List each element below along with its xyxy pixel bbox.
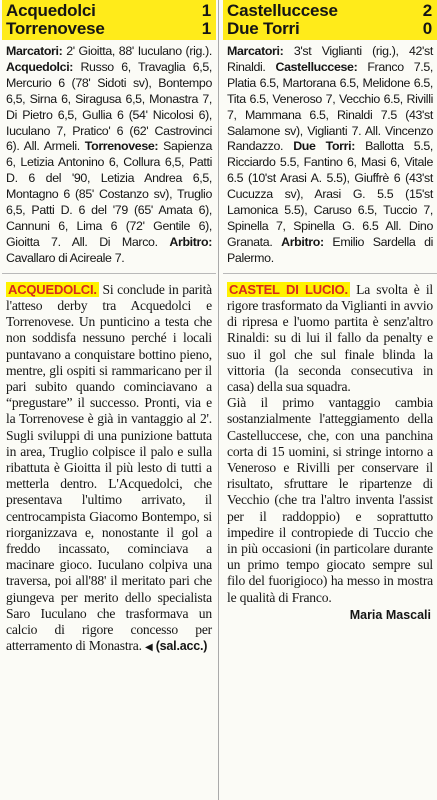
home-team: Acquedolci	[6, 1, 96, 20]
away-team: Due Torri	[227, 19, 300, 38]
away-lineup-label: Due Torri:	[293, 139, 355, 154]
scorers-label: Marcatori:	[227, 44, 284, 58]
away-lineup: Ballotta 5.5, Ricciardo 5.5, Fantino 6, Masi 6, Vitale 6.5 (10'st Arasi A. 5.5), Giuffrè 6 (43'st Cucuzza sv), Arasi G. 5.5 (15'st Lamonica 5.5), Caruso 6.5, Tuccio 7, Spinella 7, Spinella G. 6.5 All. Dino Granata.	[227, 139, 434, 249]
dateline: CASTEL DI LUCIO.	[229, 281, 348, 297]
match-sheet	[2, 40, 216, 267]
scorers: 3'st Viglianti (rig.), 42'st Rinaldi.	[227, 44, 433, 74]
column-divider	[218, 0, 219, 800]
home-score: 2	[422, 1, 432, 20]
home-row	[227, 2, 432, 20]
article-body	[223, 274, 437, 606]
away-score: 1	[201, 19, 211, 38]
away-lineup-label: Torrenovese:	[84, 139, 159, 154]
away-row	[6, 20, 211, 38]
away-row	[227, 20, 432, 38]
home-team: Castelluccese	[227, 1, 338, 20]
article-body	[2, 274, 216, 657]
away-lineup: Sapienza 6, Letizia Antonino 6, Collura 6,5, Patti D. 6 del '90, Letizia Andrea 6,5, Montagno 6 (85' Costanzo sv), Truglio 6,5, Patti D. 6 del '79 (65' Amata 6), Cannuni 6, Lima 6 (72' Gentile 6), Gioitta 7. All. Di Marco.	[6, 139, 213, 249]
home-lineup: Russo 6, Travaglia 6,5, Mercurio 6 (78' Sidoti sv), Bontempo 6,5, Sirna 6, Siragusa 6,5, Monastra 7, Di Pietro 6,5, Gullia 6 (54' Nicolosi 6), Iuculano 7, Pratico' 6 (62' Castrovinci 6). All. Armeli.	[6, 59, 212, 154]
referee-label: Arbitro:	[281, 234, 324, 249]
match-report-acquedolci	[2, 0, 216, 656]
home-lineup-label: Castelluccese:	[275, 59, 358, 74]
match-sheet	[223, 40, 437, 267]
home-row	[6, 2, 211, 20]
referee-label: Arbitro:	[169, 234, 213, 249]
scoreboard	[2, 0, 216, 40]
away-score: 0	[422, 19, 432, 38]
home-score: 1	[201, 1, 211, 20]
arrow-icon: ◀	[145, 642, 153, 654]
referee: Cavallaro di Acireale 7.	[6, 250, 125, 265]
scoreboard	[223, 0, 437, 40]
scorers-label: Marcatori:	[6, 44, 63, 58]
away-team: Torrenovese	[6, 19, 105, 38]
home-lineup-label: Acquedolci:	[6, 59, 74, 74]
article-text: Si conclude in parità l'atteso derby tra Acquedolci e Torrenovese. Un punticino a testa che non soddisfa nessuno perché i locali puntavano a conquistare bottino pieno, mentre, gli ospiti si rammaricano per il pari subito quando cominciavano a “pregustare” il successo. Pronti, via e la Torrenovese è già in vantaggio al 2'. Sugli sviluppi di una punizione battuta in area, Truglio colpisce il palo e sulla ribattuta è Gioitta il più lesto di tutti a metterla dentro. L'Acquedolci, che presentava l'ultimo arrivato, il centrocampista Giacomo Bontempo, si riorganizzava e, nonostante il gol a freddo incassato, cominciava a macinare gioco. Iuculano colpiva una traversa, poi all'88' il meritato pari che giungeva per merito dello specialista Saro Iuculano che trasformava un calcio di rigore concesso per atterramento di Monastra.	[6, 281, 212, 654]
referee: Emilio Sardella di Palermo.	[227, 234, 434, 265]
article-paragraph-1: La svolta è il rigore trasformato da Viglianti in avvio di ripresa e l'uomo partita è senz'altro Rinaldi: su di lui il fallo da penalty e suo il gol che sul finale blinda la vittoria (la seconda consecutiva in casa) della sua squadra.	[227, 281, 434, 394]
byline: (sal.acc.)	[155, 639, 208, 654]
dateline: ACQUEDOLCI.	[8, 281, 97, 297]
match-report-castelluccese	[223, 0, 437, 622]
home-lineup: Franco 7.5, Platia 6.5, Martorana 6.5, Melidone 6.5, Tita 6.5, Veneroso 7, Vecchio 6.5, Rivilli 7, Mammana 6.5, Rinaldi 7.5 (43'st Salamone sv), Viglianti 7. All. Vincenzo Randazzo.	[227, 59, 434, 154]
article-paragraph-2: Già il primo vantaggio cambia sostanzialmente l'atteggiamento della Castelluccese, che, con una panchina corta di 15 uomini, si stringe intorno a Veneroso e Rivilli per conservare il risultato, sfruttare le ripartenze di Vecchio (che tra l'altro inventa l'assist per il raddoppio) e soprattutto impedire il contropiede di Tuccio che in più occasioni (in particolare durante un primo tempo giocato sempre sul filo del fuorigioco) ha messo in mostra le qualità di Franco.	[227, 395, 433, 605]
byline: Maria Mascali	[349, 607, 431, 622]
scorers: 2' Gioitta, 88' Iuculano (rig.).	[66, 44, 212, 58]
